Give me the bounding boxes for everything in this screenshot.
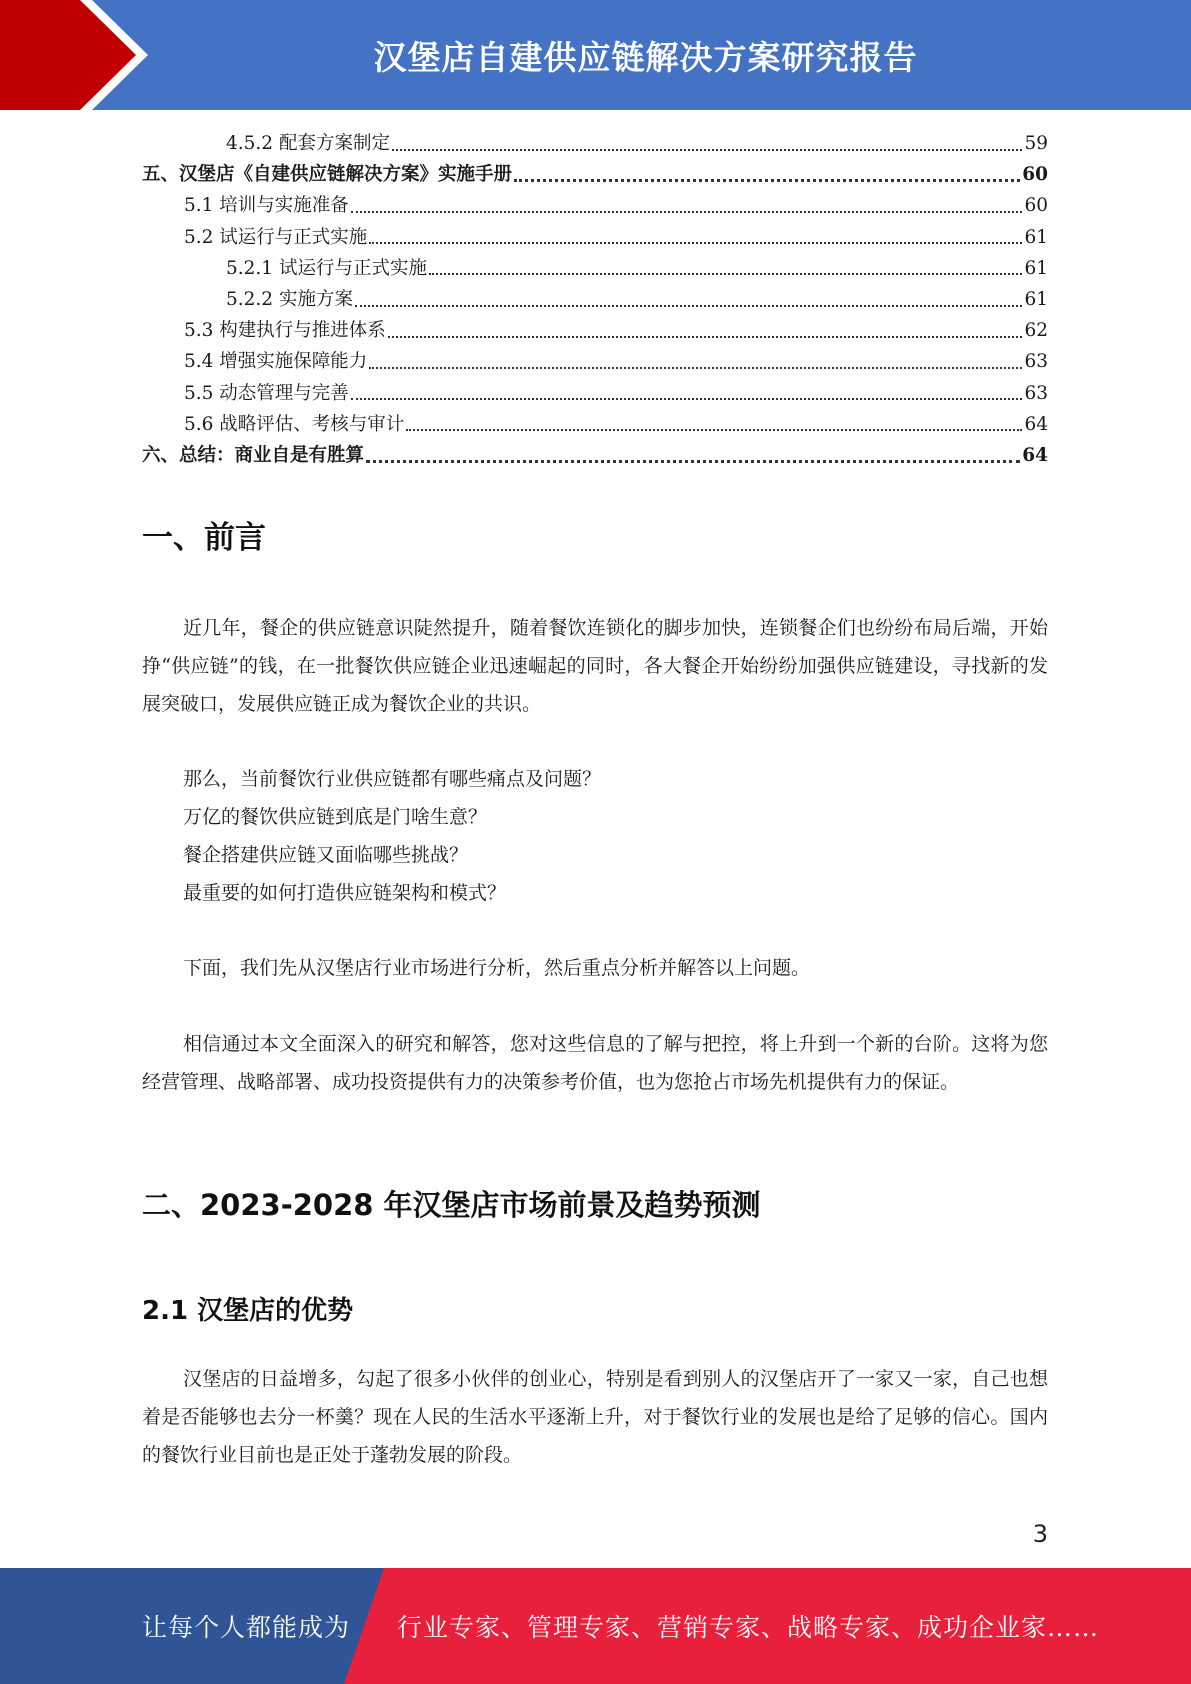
toc-entry[interactable] [142,378,1048,409]
toc-entry-label: 5.1 培训与实施准备 [184,195,349,217]
toc-entry[interactable] [142,159,1048,190]
toc-leader-dots [429,273,1022,275]
section-heading-forecast: 二、2023-2028 年汉堡店市场前景及趋势预测 [142,1188,761,1222]
page-number: 3 [1032,1520,1048,1548]
page-header [0,0,1191,110]
toc-entry-page: 59 [1024,133,1048,154]
toc-leader-dots [355,305,1023,307]
toc-entry-page: 64 [1024,413,1048,435]
toc-entry-page: 61 [1024,257,1048,279]
toc-entry-label: 六、总结：商业自是有胜算 [142,444,365,466]
toc-leader-dots [388,336,1023,338]
page-footer [0,1568,1191,1684]
toc-entry[interactable] [142,253,1048,284]
preface-paragraph-3: 相信通过本文全面深入的研究和解答，您对这些信息的了解与把控，将上升到一个新的台阶。这将为您经营管理、战略部署、成功投资提供有力的决策参考价值，也为您抢占市场先机提供有力的保证。 [142,1033,1048,1093]
toc-entry-label: 5.2.1 试运行与正式实施 [226,257,427,279]
toc-entry-page: 60 [1024,195,1048,217]
section-heading-preface: 一、前言 [142,520,266,556]
toc-leader-dots [351,211,1023,213]
question-line-4: 最重要的如何打造供应链架构和模式？ [183,882,507,904]
table-of-contents [142,128,1048,471]
question-line-2: 万亿的餐饮供应链到底是门啥生意？ [183,806,488,828]
subsection-heading-advantages: 2.1 汉堡店的优势 [142,1296,354,1326]
toc-entry[interactable] [142,409,1048,440]
report-title: 汉堡店自建供应链解决方案研究报告 [373,37,918,77]
toc-entry-label: 5.2 试运行与正式实施 [184,226,368,248]
toc-leader-dots [392,149,1022,151]
toc-entry-page: 64 [1022,444,1048,466]
toc-entry-page: 63 [1024,351,1048,373]
toc-entry-label: 5.4 增强实施保障能力 [184,351,368,373]
toc-entry-page: 61 [1024,288,1048,310]
toc-entry-label: 5.2.2 实施方案 [226,288,353,310]
toc-entry-label: 5.6 战略评估、考核与审计 [184,413,405,435]
toc-leader-dots [369,242,1022,244]
toc-leader-dots [406,429,1022,431]
toc-entry-label: 4.5.2 配套方案制定 [226,133,390,154]
footer-slogan-right: 行业专家、管理专家、营销专家、战略专家、成功企业家…… [397,1613,1100,1642]
toc-entry-page: 60 [1022,164,1048,186]
toc-entry-label: 五、汉堡店《自建供应链解决方案》实施手册 [142,164,513,186]
toc-leader-dots [351,398,1023,400]
toc-entry-page: 62 [1024,320,1048,342]
question-line-3: 餐企搭建供应链又面临哪些挑战？ [183,844,469,866]
toc-entry[interactable] [142,190,1048,221]
question-line-1: 那么，当前餐饮行业供应链都有哪些痛点及问题？ [183,768,602,790]
toc-entry[interactable] [142,222,1048,253]
toc-entry-page: 63 [1024,382,1048,404]
toc-entry[interactable] [142,315,1048,346]
toc-entry-label: 5.3 构建执行与推进体系 [184,320,386,342]
preface-paragraph-1: 近几年，餐企的供应链意识陡然提升，随着餐饮连锁化的脚步加快，连锁餐企们也纷纷布局后端，开始挣“供应链”的钱，在一批餐饮供应链企业迅速崛起的同时，各大餐企开始纷纷加强供应链建设，寻找新的发展突破口，发展供应链正成为餐饮企业的共识。 [142,617,1048,715]
footer-slogan-left: 让每个人都能成为 [142,1613,351,1642]
toc-leader-dots [514,179,1020,182]
toc-entry[interactable] [142,128,1048,159]
toc-entry[interactable] [142,440,1048,471]
preface-paragraph-2: 下面，我们先从汉堡店行业市场进行分析，然后重点分析并解答以上问题。 [183,957,811,979]
toc-entry-label: 5.5 动态管理与完善 [184,382,349,404]
toc-entry[interactable] [142,284,1048,315]
toc-entry-page: 61 [1024,226,1048,248]
advantages-paragraph: 汉堡店的日益增多，勾起了很多小伙伴的创业心，特别是看到别人的汉堡店开了一家又一家，自己也想着是否能够也去分一杯羹？现在人民的生活水平逐渐上升，对于餐饮行业的发展也是给了足够的信心。国内的餐饮行业目前也是正处于蓬勃发展的阶段。 [142,1368,1048,1466]
toc-entry[interactable] [142,346,1048,377]
toc-leader-dots [369,367,1022,369]
toc-leader-dots [366,460,1020,463]
